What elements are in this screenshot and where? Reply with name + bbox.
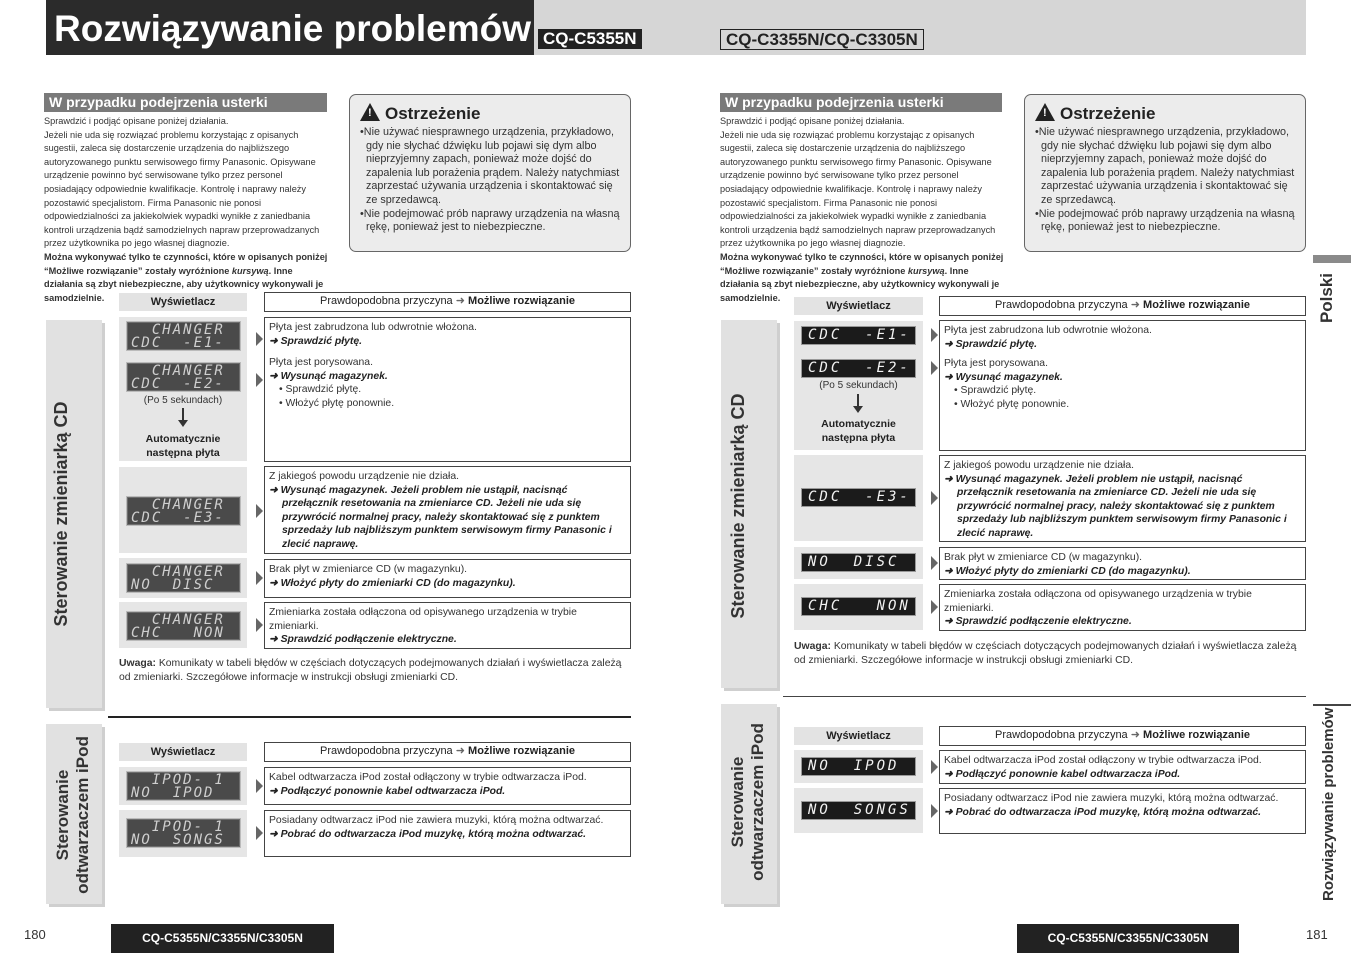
side-title-cd-right: Sterowanie zmieniarką CD: [728, 393, 748, 619]
pointer-arrow-icon: [256, 571, 263, 585]
section-heading-right: W przypadku podejrzenia usterki: [720, 93, 1002, 112]
model-label-left: CQ-C5355N: [538, 29, 642, 49]
cause-cell: Posiadany odtwarzacz iPod nie zawiera muzyki, którą można odtwarzać. ➜ Pobrać do odtwarzacza iPod muzykę, którą można odtwarzać.: [264, 810, 631, 857]
arrow-head-icon: [178, 420, 188, 427]
warning-title: Ostrzeżenie: [1060, 104, 1156, 123]
lcd-display: CHANGER CDC -E1-: [126, 321, 241, 351]
col-head-display: Wyświetlacz: [119, 743, 247, 761]
pointer-arrow-icon: [256, 373, 263, 387]
warning-bullet: •Nie używać niesprawnego urządzenia, przykładowo, gdy nie słychać dźwięku lub pojawi się dym albo nieprzyjemny zapach, ponieważ może dojść do zapalenia lub porażenia prądem. Należy natychmiast zaprzestać używania urządzenia i skontaktować się ze sprzedawcą.: [1035, 126, 1295, 206]
after-5-seconds: (Po 5 sekundach): [819, 380, 898, 391]
side-title-cd-left: Sterowanie zmieniarką CD: [51, 401, 71, 627]
cause-cell: Zmieniarka została odłączona od opisywanego urządzenia w trybie zmieniarki. ➜ Sprawdzić podłączenie elektryczne.: [939, 584, 1306, 631]
footer-model-right: CQ-C5355N/C3355N/C3305N: [1017, 924, 1239, 953]
lcd-display: NO SONGS: [801, 801, 916, 820]
divider: [108, 716, 631, 718]
after-5-seconds: (Po 5 sekundach): [143, 395, 223, 406]
lcd-display: CDC -E2-: [801, 359, 916, 378]
auto-next-disc: Automatycznie następna płyta: [145, 433, 221, 459]
warning-bullet: •Nie podejmować prób naprawy urządzenia na własną rękę, ponieważ jest to niebezpieczne.: [1035, 207, 1295, 234]
col-head-cause: Prawdopodobna przyczyna ➜ Możliwe rozwiązanie: [264, 292, 631, 312]
intro-text-left: [44, 115, 328, 305]
lcd-display: NO DISC: [801, 553, 916, 572]
col-head-cause: Prawdopodobna przyczyna ➜ Możliwe rozwiązanie: [939, 296, 1306, 316]
cause-cell: Kabel odtwarzacza iPod został odłączony w trybie odtwarzacza iPod. ➜ Podłączyć ponownie kabel odtwarzacza iPod.: [939, 750, 1306, 784]
warning-box-right: [1024, 94, 1306, 252]
page-title: Rozwiązywanie problemów: [46, 0, 534, 55]
cause-cell: Zmieniarka została odłączona od opisywanego urządzenia w trybie zmieniarki. ➜ Sprawdzić podłączenie elektryczne.: [264, 602, 631, 649]
footer-model-left: CQ-C5355N/C3355N/C3305N: [111, 924, 334, 953]
cause-cell: Brak płyt w zmieniarce CD (w magazynku). ➜ Włożyć płyty do zmieniarki CD (do magazynku).: [939, 547, 1306, 580]
cause-cell: Z jakiegoś powodu urządzenie nie działa. ➜ Wysunąć magazynek. Jeżeli problem nie ustąpił, nacisnąć przełącznik resetowania na zmieniarce CD. Jeżeli nie uda się przywrócić normalnej pracy, należy skontaktować się z punktem sprzedaży lub najbliższym punktem serwisowym firmy Panasonic i zlecić naprawę.: [939, 455, 1306, 542]
pointer-arrow-icon: [931, 600, 938, 614]
lcd-display: CHANGER CHC NON: [126, 611, 241, 641]
warning-icon: [1035, 103, 1055, 121]
pointer-arrow-icon: [931, 328, 938, 342]
lcd-display: CHANGER CDC -E3-: [126, 496, 241, 526]
pointer-arrow-icon: [931, 361, 938, 375]
cause-cell: Kabel odtwarzacza iPod został odłączony w trybie odtwarzacza iPod. ➜ Podłączyć ponownie kabel odtwarzacza iPod.: [264, 767, 631, 805]
col-head-display: Wyświetlacz: [794, 727, 923, 745]
intro-body: Jeżeli nie uda się rozwiązać problemu korzystając z opisanych sugestii, zaleca się dostarczenie urządzenia do najbliższego autoryzowanego punktu serwisowego firmy Panasonic. Opisywane urządzenie powinno być serwisowane tylko przez personel posiadający odpowiednie kwalifikacje. Kontrolę i naprawy należy pozostawić specjalistom. Firma Panasonic nie ponosi odpowiedzialności za jakiekolwiek wypadki wynikłe z zaniedbania kontroli urządzenia bądź samodzielnych napraw przeprowadzanych przez użytkownika po jego własnej diagnozie.: [720, 129, 996, 249]
page-number-left: 180: [24, 927, 46, 942]
cause-cell: Brak płyt w zmieniarce CD (w magazynku). ➜ Włożyć płyty do zmieniarki CD (do magazynku).: [264, 559, 631, 598]
cause-cell: Posiadany odtwarzacz iPod nie zawiera muzyki, którą można odtwarzać. ➜ Pobrać do odtwarzacza iPod muzykę, którą można odtwarzać.: [939, 788, 1306, 834]
intro-line: Sprawdzić i podjąć opisane poniżej działania.: [44, 116, 229, 126]
divider: [783, 696, 1306, 697]
lcd-display: CDC -E1-: [801, 326, 916, 345]
warning-bullet: •Nie używać niesprawnego urządzenia, przykładowo, gdy nie słychać dźwięku lub pojawi się dym albo nieprzyjemny zapach, ponieważ może dojść do zapalenia lub porażenia prądem. Należy natychmiast zaprzestać używania urządzenia i skontaktować się ze sprzedawcą.: [360, 126, 620, 206]
col-head-cause: Prawdopodobna przyczyna ➜ Możliwe rozwiązanie: [939, 726, 1306, 746]
intro-body: Jeżeli nie uda się rozwiązać problemu korzystając z opisanych sugestii, zaleca się dostarczenie urządzenia do najbliższego autoryzowanego punktu serwisowego firmy Panasonic. Opisywane urządzenie powinno być serwisowane tylko przez personel posiadający odpowiednie kwalifikacje. Kontrolę i naprawy należy pozostawić specjalistom. Firma Panasonic nie ponosi odpowiedzialności za jakiekolwiek wypadki wynikłe z zaniedbania kontroli urządzenia bądź samodzielnych napraw przeprowadzanych przez użytkownika po jego własnej diagnozie.: [44, 129, 320, 249]
lcd-display: NO IPOD: [801, 757, 916, 776]
pointer-arrow-icon: [256, 332, 263, 346]
warning-box-left: [349, 94, 631, 252]
pointer-arrow-icon: [931, 760, 938, 774]
intro-emphasis: Można wykonywać tylko te czynności, które w opisanych poniżej “Możliwe rozwiązanie” zostały wyróżnione kursywą. Inne działania są zbyt niebezpieczne, aby użytkownicy wykonywali je samodzielnie.: [44, 251, 328, 303]
section-heading-left: W przypadku podejrzenia usterki: [44, 93, 327, 112]
note-text-left: Uwaga: Komunikaty w tabeli błędów w częściach dotyczących podejmowanych działań i wyświetlacza zależą od zmieniarki. Szczegółowe informacje w instrukcji obsługi zmieniarki CD.: [119, 658, 622, 683]
page-number-right: 181: [1306, 927, 1328, 942]
lcd-display: IPOD- 1 NO SONGS: [126, 818, 241, 848]
note-text-right: Uwaga: Komunikaty w tabeli błędów w częściach dotyczących podejmowanych działań i wyświetlacza zależą od zmieniarki. Szczegółowe informacje w instrukcji obsługi zmieniarki CD.: [794, 641, 1297, 666]
warning-icon: [360, 103, 380, 121]
lcd-display: IPOD- 1 NO IPOD: [126, 771, 241, 801]
model-label-right: CQ-C3355N/CQ-C3305N: [720, 29, 924, 50]
pointer-arrow-icon: [931, 804, 938, 818]
pointer-arrow-icon: [256, 504, 263, 518]
auto-next-disc: Automatycznie następna płyta: [821, 418, 896, 444]
arrow-head-icon: [853, 406, 863, 413]
tab-divider: [1313, 704, 1351, 706]
language-tab: Polski: [1317, 272, 1336, 324]
lcd-display: CHANGER CDC -E2-: [126, 362, 241, 392]
pointer-arrow-icon: [256, 779, 263, 793]
cause-cell: Płyta jest zabrudzona lub odwrotnie włożona. ➜ Sprawdzić płytę. Płyta jest porysowana. ➜ Wysunąć magazynek. • Sprawdzić płytę. • Włożyć płytę ponownie.: [939, 320, 1306, 451]
intro-text-right: [720, 115, 1004, 305]
warning-bullet: •Nie podejmować prób naprawy urządzenia na własną rękę, ponieważ jest to niebezpieczne.: [360, 207, 620, 234]
section-tab: Rozwiązywanie problemów: [1320, 707, 1337, 901]
col-head-display: Wyświetlacz: [119, 293, 247, 311]
pointer-arrow-icon: [256, 826, 263, 840]
lcd-display: CDC -E3-: [801, 488, 916, 507]
pointer-arrow-icon: [931, 556, 938, 570]
pointer-arrow-icon: [256, 618, 263, 632]
col-head-cause: Prawdopodobna przyczyna ➜ Możliwe rozwiązanie: [264, 742, 631, 762]
pointer-arrow-icon: [931, 491, 938, 505]
col-head-display: Wyświetlacz: [794, 297, 923, 315]
lcd-display: CHC NON: [801, 597, 916, 616]
cause-cell: Z jakiegoś powodu urządzenie nie działa. ➜ Wysunąć magazynek. Jeżeli problem nie ustąpił, nacisnąć przełącznik resetowania na zmieniarce CD. Jeżeli nie uda się przywrócić normalnej pracy, należy skontaktować się z punktem sprzedaży lub najbliższym punktem serwisowym firmy Panasonic i zlecić naprawę.: [264, 466, 631, 554]
side-title-ipod-left: Sterowanie odtwarzaczem iPod: [53, 736, 92, 894]
side-title-ipod-right: Sterowanie odtwarzaczem iPod: [728, 723, 767, 881]
cause-cell: Płyta jest zabrudzona lub odwrotnie włożona. ➜ Sprawdzić płytę. Płyta jest porysowana. ➜ Wysunąć magazynek. • Sprawdzić płytę. • Włożyć płytę ponownie.: [264, 317, 631, 462]
intro-line: Sprawdzić i podjąć opisane poniżej działania.: [720, 116, 905, 126]
warning-title: Ostrzeżenie: [385, 104, 481, 123]
lcd-display: CHANGER NO DISC: [126, 563, 241, 593]
intro-emphasis: Można wykonywać tylko te czynności, które w opisanych poniżej “Możliwe rozwiązanie” zostały wyróżnione kursywą. Inne działania są zbyt niebezpieczne, aby użytkownicy wykonywali je samodzielnie.: [720, 251, 1004, 303]
